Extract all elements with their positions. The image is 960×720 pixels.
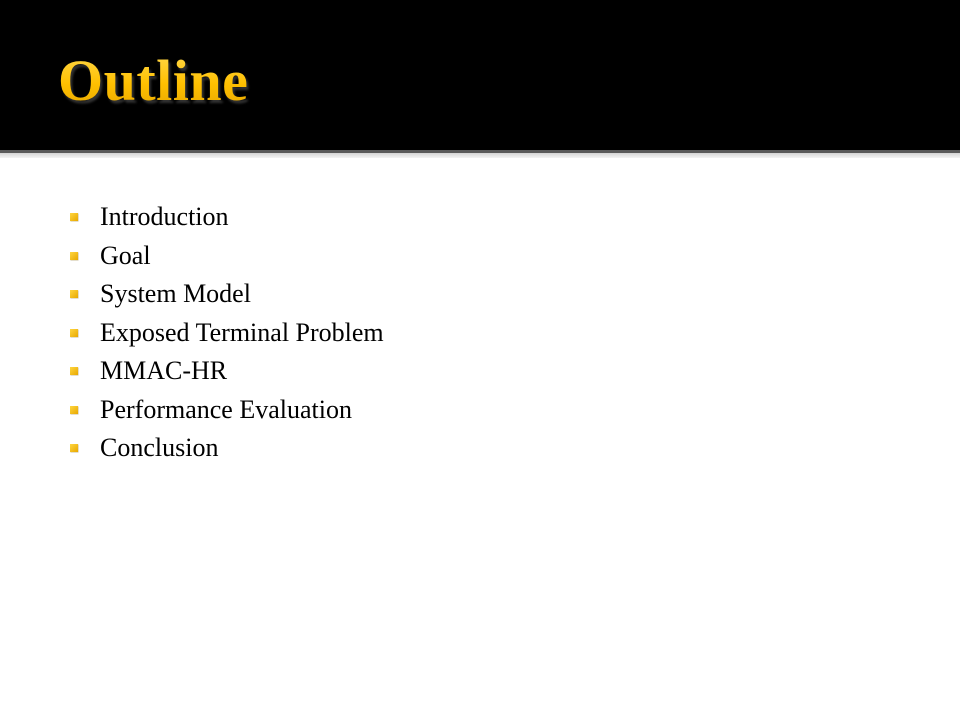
- title-bar: [0, 0, 960, 150]
- bullet-text: MMAC-HR: [100, 356, 228, 386]
- bullet-text: Introduction: [100, 202, 229, 232]
- square-bullet-icon: [70, 213, 78, 221]
- square-bullet-icon: [70, 329, 78, 337]
- square-bullet-icon: [70, 290, 78, 298]
- square-bullet-icon: [70, 444, 78, 452]
- list-item: [70, 237, 384, 276]
- square-bullet-icon: [70, 367, 78, 375]
- bullet-text: System Model: [100, 279, 251, 309]
- bullet-list: [70, 198, 384, 468]
- list-item: [70, 275, 384, 314]
- list-item: [70, 352, 384, 391]
- bullet-text: Goal: [100, 240, 151, 270]
- bullet-text: Performance Evaluation: [100, 394, 352, 424]
- slide-title: Outline: [58, 48, 249, 113]
- list-item: [70, 198, 384, 237]
- square-bullet-icon: [70, 406, 78, 414]
- bullet-text: Exposed Terminal Problem: [100, 317, 384, 347]
- list-item: [70, 391, 384, 430]
- list-item: [70, 429, 384, 468]
- bullet-text: Conclusion: [100, 433, 219, 463]
- square-bullet-icon: [70, 252, 78, 260]
- title-divider-highlight: [0, 153, 960, 158]
- list-item: [70, 314, 384, 353]
